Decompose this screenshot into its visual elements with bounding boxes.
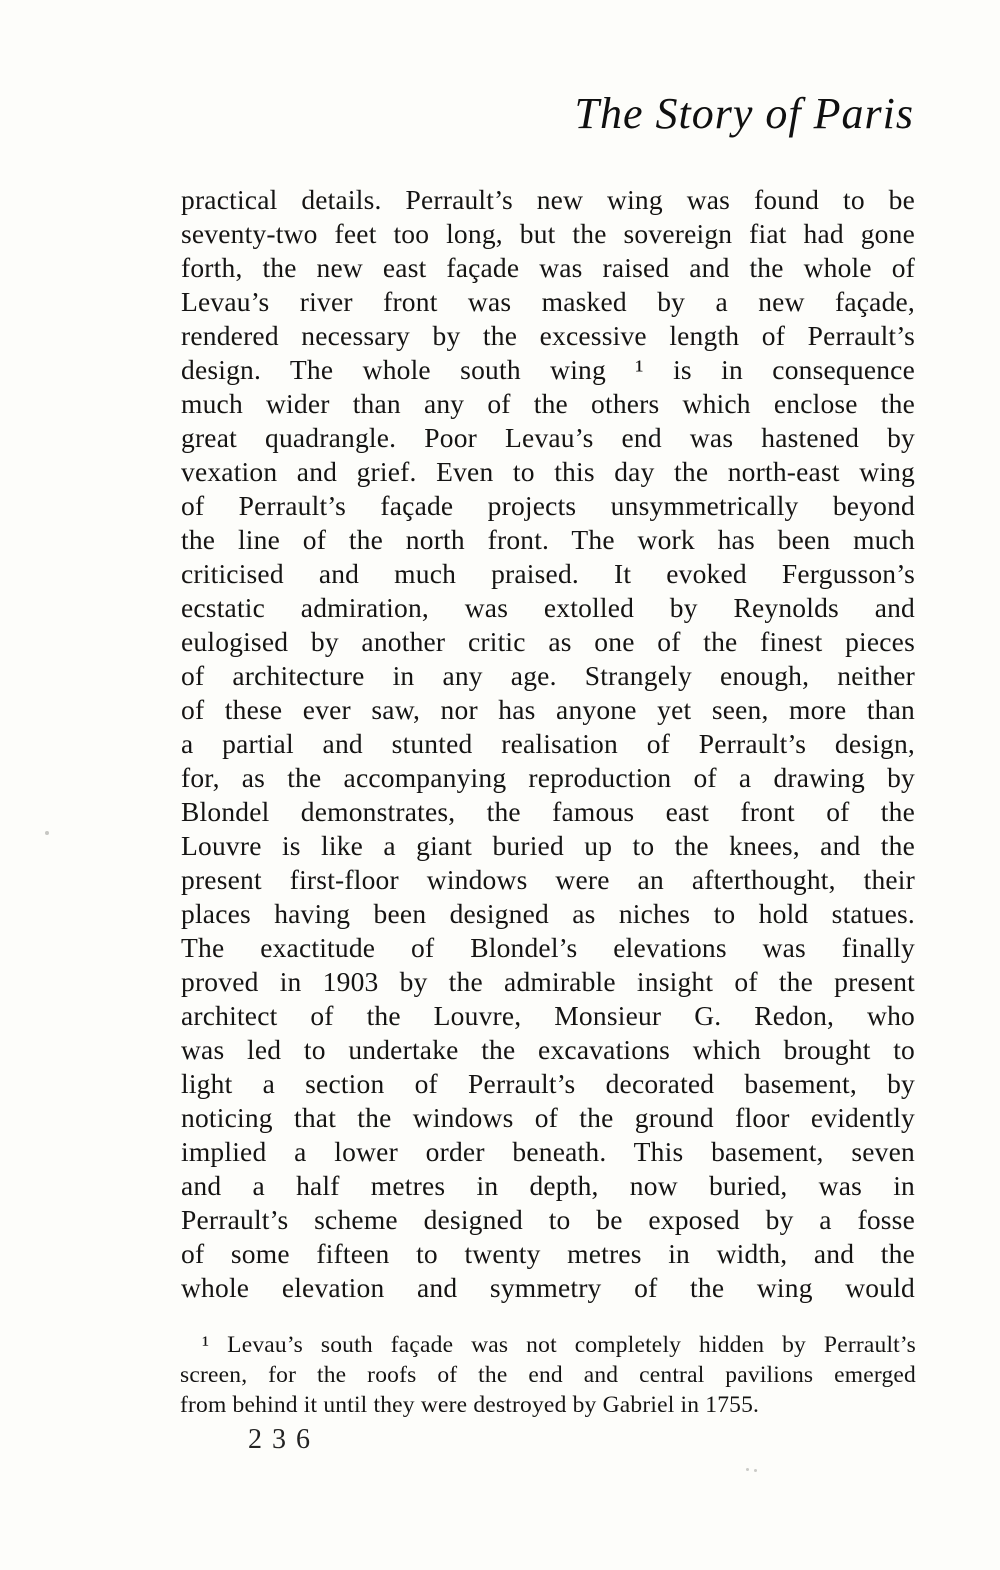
body-line: places having been designed as niches to hold statues. <box>181 898 915 929</box>
body-line: for, as the accompanying reproduction of a drawing by <box>181 762 915 793</box>
body-line: vexation and grief. Even to this day the north-east wing <box>181 456 915 487</box>
body-line: ecstatic admiration, was extolled by Reynolds and <box>181 592 915 623</box>
body-line: was led to undertake the excavations which brought to <box>181 1034 915 1065</box>
body-line: present first-floor windows were an afterthought, their <box>181 864 915 895</box>
body-line: of these ever saw, nor has anyone yet seen, more than <box>181 694 915 725</box>
body-line: proved in 1903 by the admirable insight of the present <box>181 966 915 997</box>
scan-speck <box>746 1468 749 1471</box>
footnote <box>180 1330 916 1420</box>
body-line: of some fifteen to twenty metres in width, and the <box>181 1238 915 1269</box>
body-line: Blondel demonstrates, the famous east front of the <box>181 796 915 827</box>
body-line: and a half metres in depth, now buried, was in <box>181 1170 915 1201</box>
body-line: eulogised by another critic as one of the finest pieces <box>181 626 915 657</box>
body-line: forth, the new east façade was raised and the whole of <box>181 252 915 283</box>
footnote-line: from behind it until they were destroyed by Gabriel in 1755. <box>180 1392 760 1418</box>
body-line: design. The whole south wing ¹ is in consequence <box>181 354 915 385</box>
page-number: 236 <box>248 1424 320 1455</box>
body-line: criticised and much praised. It evoked Fergusson’s <box>181 558 915 589</box>
body-line: the line of the north front. The work has been much <box>181 524 915 555</box>
body-line: rendered necessary by the excessive length of Perrault’s <box>181 320 915 351</box>
body-line: architect of the Louvre, Monsieur G. Redon, who <box>181 1000 915 1031</box>
body-text <box>181 183 915 1305</box>
body-line: Perrault’s scheme designed to be exposed by a fosse <box>181 1204 915 1235</box>
body-line: The exactitude of Blondel’s elevations was finally <box>181 932 915 963</box>
body-line: of Perrault’s façade projects unsymmetrically beyond <box>181 490 915 521</box>
body-line: light a section of Perrault’s decorated basement, by <box>181 1068 915 1099</box>
footnote-line: ¹ Levau’s south façade was not completely hidden by Perrault’s <box>202 1332 916 1358</box>
body-line: whole elevation and symmetry of the wing would <box>181 1272 915 1303</box>
running-head <box>180 88 914 139</box>
body-line: Louvre is like a giant buried up to the knees, and the <box>181 830 915 861</box>
body-line: of architecture in any age. Strangely enough, neither <box>181 660 915 691</box>
body-line: practical details. Perrault’s new wing was found to be <box>181 184 915 215</box>
body-line: much wider than any of the others which enclose the <box>181 388 915 419</box>
book-title: The Story of Paris <box>574 89 914 138</box>
body-line: noticing that the windows of the ground floor evidently <box>181 1102 915 1133</box>
scan-speck <box>45 831 49 835</box>
footnote-line: screen, for the roofs of the end and central pavilions emerged <box>180 1362 916 1388</box>
body-line: a partial and stunted realisation of Perrault’s design, <box>181 728 915 759</box>
body-line: seventy-two feet too long, but the sovereign fiat had gone <box>181 218 915 249</box>
body-line: Levau’s river front was masked by a new façade, <box>181 286 915 317</box>
body-line: great quadrangle. Poor Levau’s end was hastened by <box>181 422 915 453</box>
body-line: implied a lower order beneath. This basement, seven <box>181 1136 915 1167</box>
